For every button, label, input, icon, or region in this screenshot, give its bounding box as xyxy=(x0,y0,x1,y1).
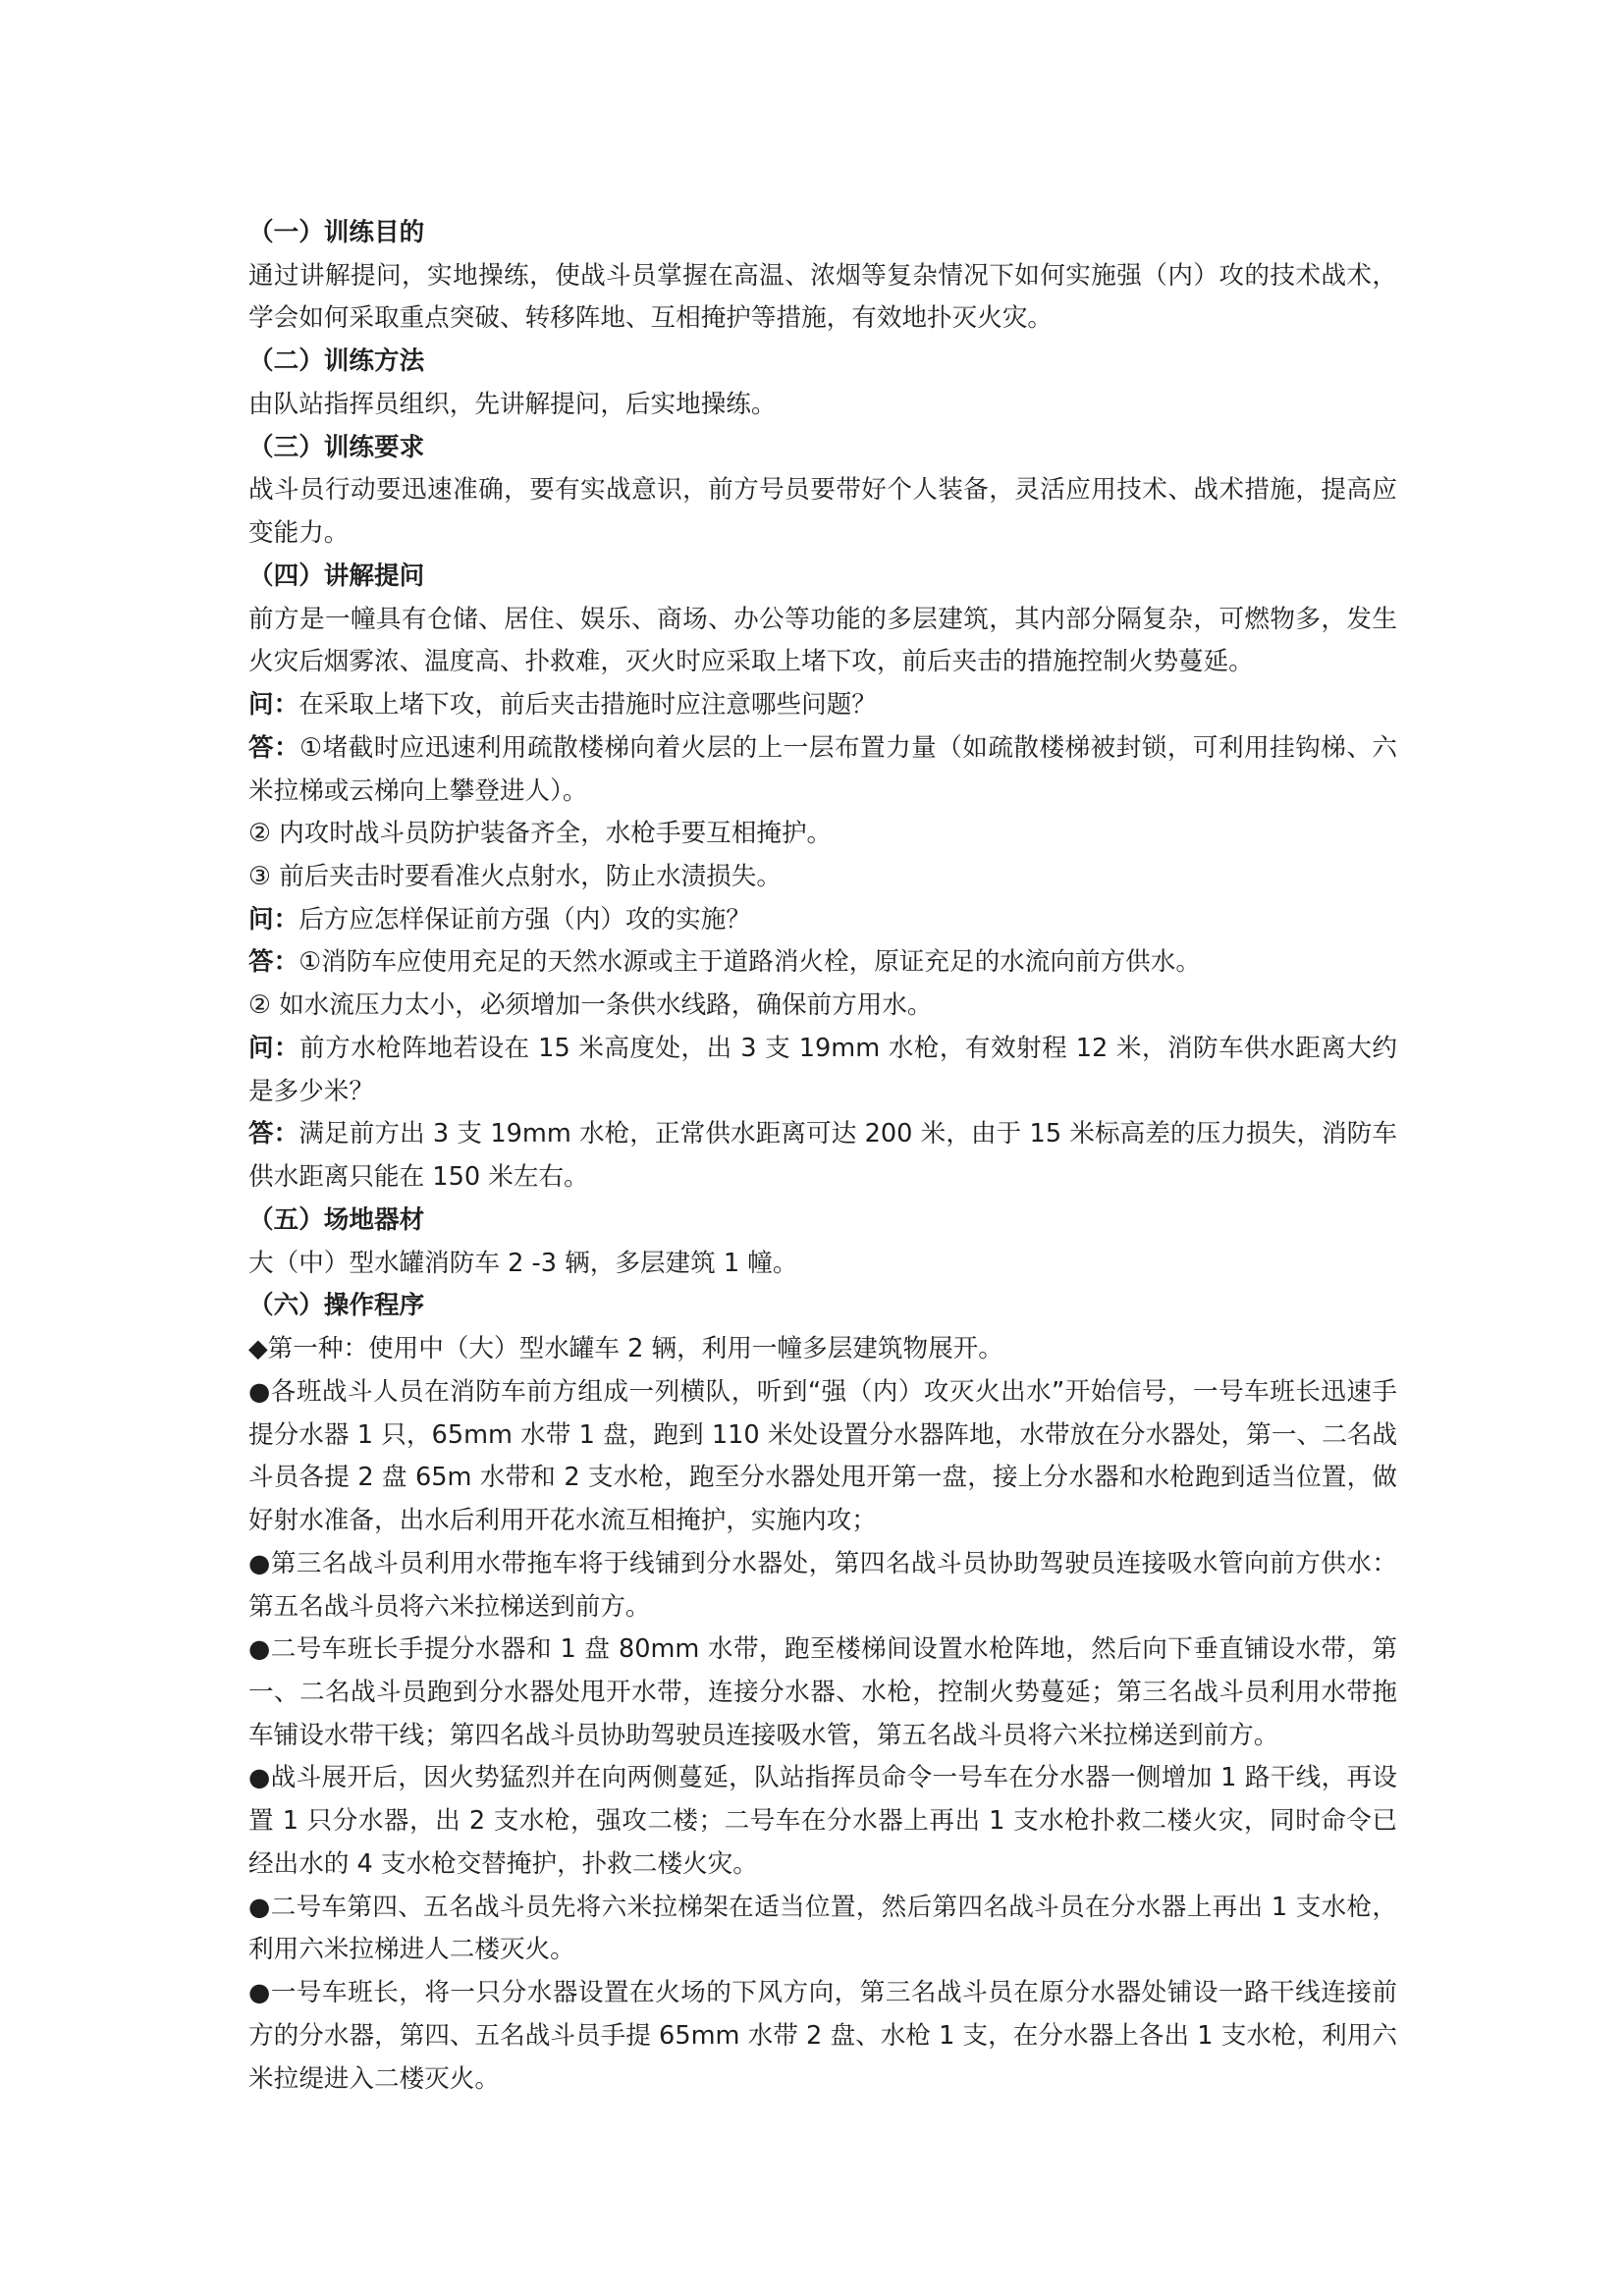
question-paragraph xyxy=(248,684,1397,727)
list-item: ●二号车第四、五名战斗员先将六米拉梯架在适当位置，然后第四名战斗员在分水器上再出 1 支水枪，利用六米拉梯进人二楼灭火。 xyxy=(248,1892,1397,1965)
list-item: ●二号车班长手提分水器和 1 盘 80mm 水带，跑至楼梯间设置水枪阵地，然后向下垂直铺设水带，第一、二名战斗员跑到分水器处甩开水带，连接分水器、水枪，控制火势蔓延；第三名战斗员利用水带拖车铺设水带干线；第四名战斗员协助驾驶员连接吸水管，第五名战斗员将六米拉梯送到前方。 xyxy=(248,1634,1397,1750)
section-heading: （五）场地器材 xyxy=(248,1204,425,1235)
list-item: ●各班战斗人员在消防车前方组成一列横队，听到“强（内）攻灭火出水”开始信号，一号车班长迅速手提分水器 1 只，65mm 水带 1 盘，跑到 110 米处设置分水器阵地，水带放在分水器处，第一、二名战斗员各提 2 盘 65m 水带和 2 支水枪，跑至分水器处甩开第一盘，接上分水器和水枪跑到适当位置，做好射水准备，出水后利用开花水流互相掩护，实施内攻； xyxy=(248,1376,1397,1536)
answer-text: ①消防车应使用充足的天然水源或主于道路消火栓，原证充足的水流向前方供水。 xyxy=(298,947,1201,978)
section-heading: （二）训练方法 xyxy=(248,347,425,377)
question-paragraph xyxy=(248,899,1397,942)
body-paragraph: 战斗员行动要迅速准确，要有实战意识，前方号员要带好个人装备，灵活应用技术、战术措施，提高应变能力。 xyxy=(248,475,1397,549)
section-heading: （四）讲解提问 xyxy=(248,561,425,591)
answer-label: 答： xyxy=(248,1119,299,1149)
answer-paragraph xyxy=(248,1113,1397,1199)
document-body xyxy=(248,212,1397,2101)
answer-label: 答： xyxy=(248,732,300,763)
answer-label: 答： xyxy=(248,947,299,978)
question-label: 问： xyxy=(248,690,299,721)
answer-item: ② 内攻时战斗员防护装备齐全，水枪手要互相掩护。 xyxy=(248,819,833,849)
body-paragraph: 由队站指挥员组织，先讲解提问，后实地操练。 xyxy=(248,389,777,419)
list-item: ◆第一种：使用中（大）型水罐车 2 辆，利用一幢多层建筑物展开。 xyxy=(248,1334,1003,1364)
body-paragraph: 大（中）型水罐消防车 2 -3 辆，多层建筑 1 幢。 xyxy=(248,1248,798,1278)
list-item: ●一号车班长，将一只分水器设置在火场的下风方向，第三名战斗员在原分水器处铺设一路干线连接前方的分水器，第四、五名战斗员手提 65mm 水带 2 盘、水枪 1 支，在分水器上各出 1 支水枪，利用六米拉缇进入二楼灭火。 xyxy=(248,1978,1397,2094)
section-heading: （三）训练要求 xyxy=(248,432,425,462)
question-text: 后方应怎样保证前方强（内）攻的实施？ xyxy=(298,904,751,934)
list-item: ●战斗展开后，因火势猛烈并在向两侧蔓延，队站指挥员命令一号车在分水器一侧增加 1 路干线，再设置 1 只分水器，出 2 支水枪，强攻二楼；二号车在分水器上再出 1 支水枪扑救二楼火灾，同时命令已经出水的 4 支水枪交替掩护，扑救二楼火灾。 xyxy=(248,1763,1397,1879)
question-text: 在采取上堵下攻，前后夹击措施时应注意哪些问题？ xyxy=(298,690,877,721)
answer-item: ② 如水流压力太小，必须增加一条供水线路，确保前方用水。 xyxy=(248,990,933,1021)
body-paragraph: 前方是一幢具有仓储、居住、娱乐、商场、办公等功能的多层建筑，其内部分隔复杂，可燃物多，发生火灾后烟雾浓、温度高、扑救难，灭火时应采取上堵下攻，前后夹击的措施控制火势蔓延。 xyxy=(248,604,1397,677)
question-label: 问： xyxy=(248,904,299,934)
question-paragraph xyxy=(248,1028,1397,1113)
question-text: 前方水枪阵地若设在 15 米高度处，出 3 支 19mm 水枪，有效射程 12 米，消防车供水距离大约是多少米？ xyxy=(248,1033,1397,1106)
question-label: 问： xyxy=(248,1033,300,1063)
list-item: ●第三名战斗员利用水带拖车将于线铺到分水器处，第四名战斗员协助驾驶员连接吸水管向前方供水：第五名战斗员将六米拉梯送到前方。 xyxy=(248,1548,1397,1622)
section-heading: （六）操作程序 xyxy=(248,1291,425,1321)
answer-paragraph xyxy=(248,727,1397,813)
body-paragraph: 通过讲解提问，实地操练，使战斗员掌握在高温、浓烟等复杂情况下如何实施强（内）攻的技术战术，学会如何采取重点突破、转移阵地、互相掩护等措施，有效地扑灭火灾。 xyxy=(248,260,1397,334)
answer-text: 满足前方出 3 支 19mm 水枪，正常供水距离可达 200 米，由于 15 米标高差的压力损失，消防车供水距离只能在 150 米左右。 xyxy=(248,1119,1397,1193)
section-heading: （一）训练目的 xyxy=(248,218,425,247)
answer-text: ①堵截时应迅速利用疏散楼梯向着火层的上一层布置力量（如疏散楼梯被封锁，可利用挂钩梯、六米拉梯或云梯向上攀登进人）。 xyxy=(248,732,1397,806)
answer-item: ③ 前后夹击时要看准火点射水，防止水渍损失。 xyxy=(248,862,782,892)
answer-paragraph xyxy=(248,941,1397,985)
